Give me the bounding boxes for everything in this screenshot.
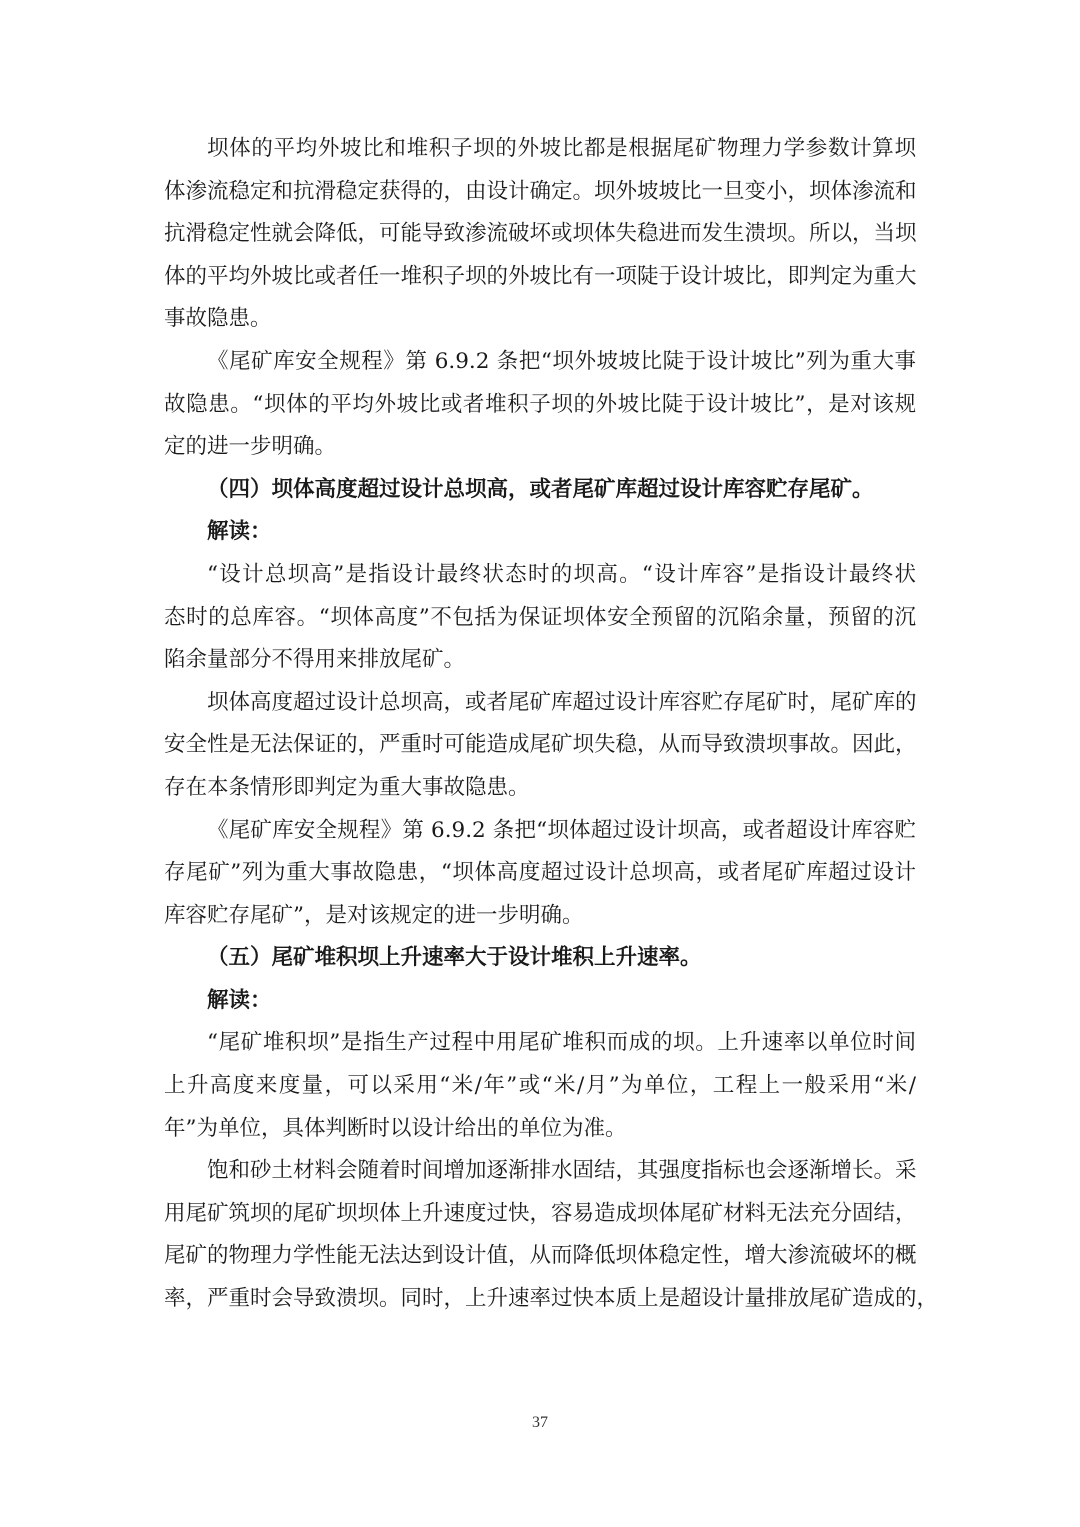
text-line: 坝体高度超过设计总坝高，或者尾矿库超过设计库容贮存尾矿时，尾矿库的 — [207, 689, 917, 715]
text-line: 事故隐患。 — [164, 306, 272, 332]
text-line: 上升高度来度量，可以采用“米/年”或“米/月”为单位，工程上一般采用“米/ — [164, 1073, 916, 1099]
text-line: 饱和砂土材料会随着时间增加逐渐排水固结，其强度指标也会逐渐增长。采 — [207, 1158, 917, 1184]
text-line: “设计总坝高”是指设计最终状态时的坝高。“设计库容”是指设计最终状 — [207, 561, 916, 587]
text-line: 库容贮存尾矿”，是对该规定的进一步明确。 — [164, 902, 584, 928]
page-number: 37 — [532, 1414, 548, 1431]
text-line: 故隐患。“坝体的平均外坡比或者堆积子坝的外坡比陡于设计坡比”，是对该规 — [164, 391, 916, 417]
text-line: 年”为单位，具体判断时以设计给出的单位为准。 — [164, 1115, 627, 1141]
text-line: 态时的总库容。“坝体高度”不包括为保证坝体安全预留的沉陷余量，预留的沉 — [164, 604, 916, 630]
text-line: 《尾矿库安全规程》第 6.9.2 条把“坝体超过设计坝高，或者超设计库容贮 — [207, 817, 916, 843]
interpretation-label: 解读： — [207, 987, 272, 1013]
text-line: 《尾矿库安全规程》第 6.9.2 条把“坝外坡坡比陡于设计坡比”列为重大事 — [207, 348, 916, 374]
text-line: 定的进一步明确。 — [164, 434, 337, 460]
text-line: 抗滑稳定性就会降低，可能导致渗流破坏或坝体失稳进而发生溃坝。所以，当坝 — [164, 221, 917, 247]
text-line: 存尾矿”列为重大事故隐患，“坝体高度超过设计总坝高，或者尾矿库超过设计 — [164, 860, 916, 886]
text-line: 用尾矿筑坝的尾矿坝坝体上升速度过快，容易造成坝体尾矿材料无法充分固结， — [164, 1200, 917, 1226]
interpretation-label: 解读： — [207, 519, 272, 545]
text-line: 坝体的平均外坡比和堆积子坝的外坡比都是根据尾矿物理力学参数计算坝 — [207, 136, 916, 161]
text-line: 体渗流稳定和抗滑稳定获得的，由设计确定。坝外坡坡比一旦变小，坝体渗流和 — [164, 178, 917, 204]
text-line: 体的平均外坡比或者任一堆积子坝的外坡比有一项陡于设计坡比，即判定为重大 — [164, 263, 917, 289]
text-line: 率，严重时会导致溃坝。同时，上升速率过快本质上是超设计量排放尾矿造成的， — [164, 1286, 939, 1312]
text-line: 安全性是无法保证的，严重时可能造成尾矿坝失稳，从而导致溃坝事故。因此， — [164, 732, 917, 758]
section-heading-4: （四）坝体高度超过设计总坝高，或者尾矿库超过设计库容贮存尾矿。 — [207, 476, 874, 502]
document-body — [164, 128, 939, 1321]
text-line: 存在本条情形即判定为重大事故隐患。 — [164, 774, 530, 800]
text-line: 陷余量部分不得用来排放尾矿。 — [164, 647, 466, 673]
text-line: “尾矿堆积坝”是指生产过程中用尾矿堆积而成的坝。上升速率以单位时间 — [207, 1030, 916, 1056]
text-line: 尾矿的物理力学性能无法达到设计值，从而降低坝体稳定性，增大渗流破坏的概 — [164, 1243, 917, 1269]
section-heading-5: （五）尾矿堆积坝上升速率大于设计堆积上升速率。 — [207, 945, 702, 971]
